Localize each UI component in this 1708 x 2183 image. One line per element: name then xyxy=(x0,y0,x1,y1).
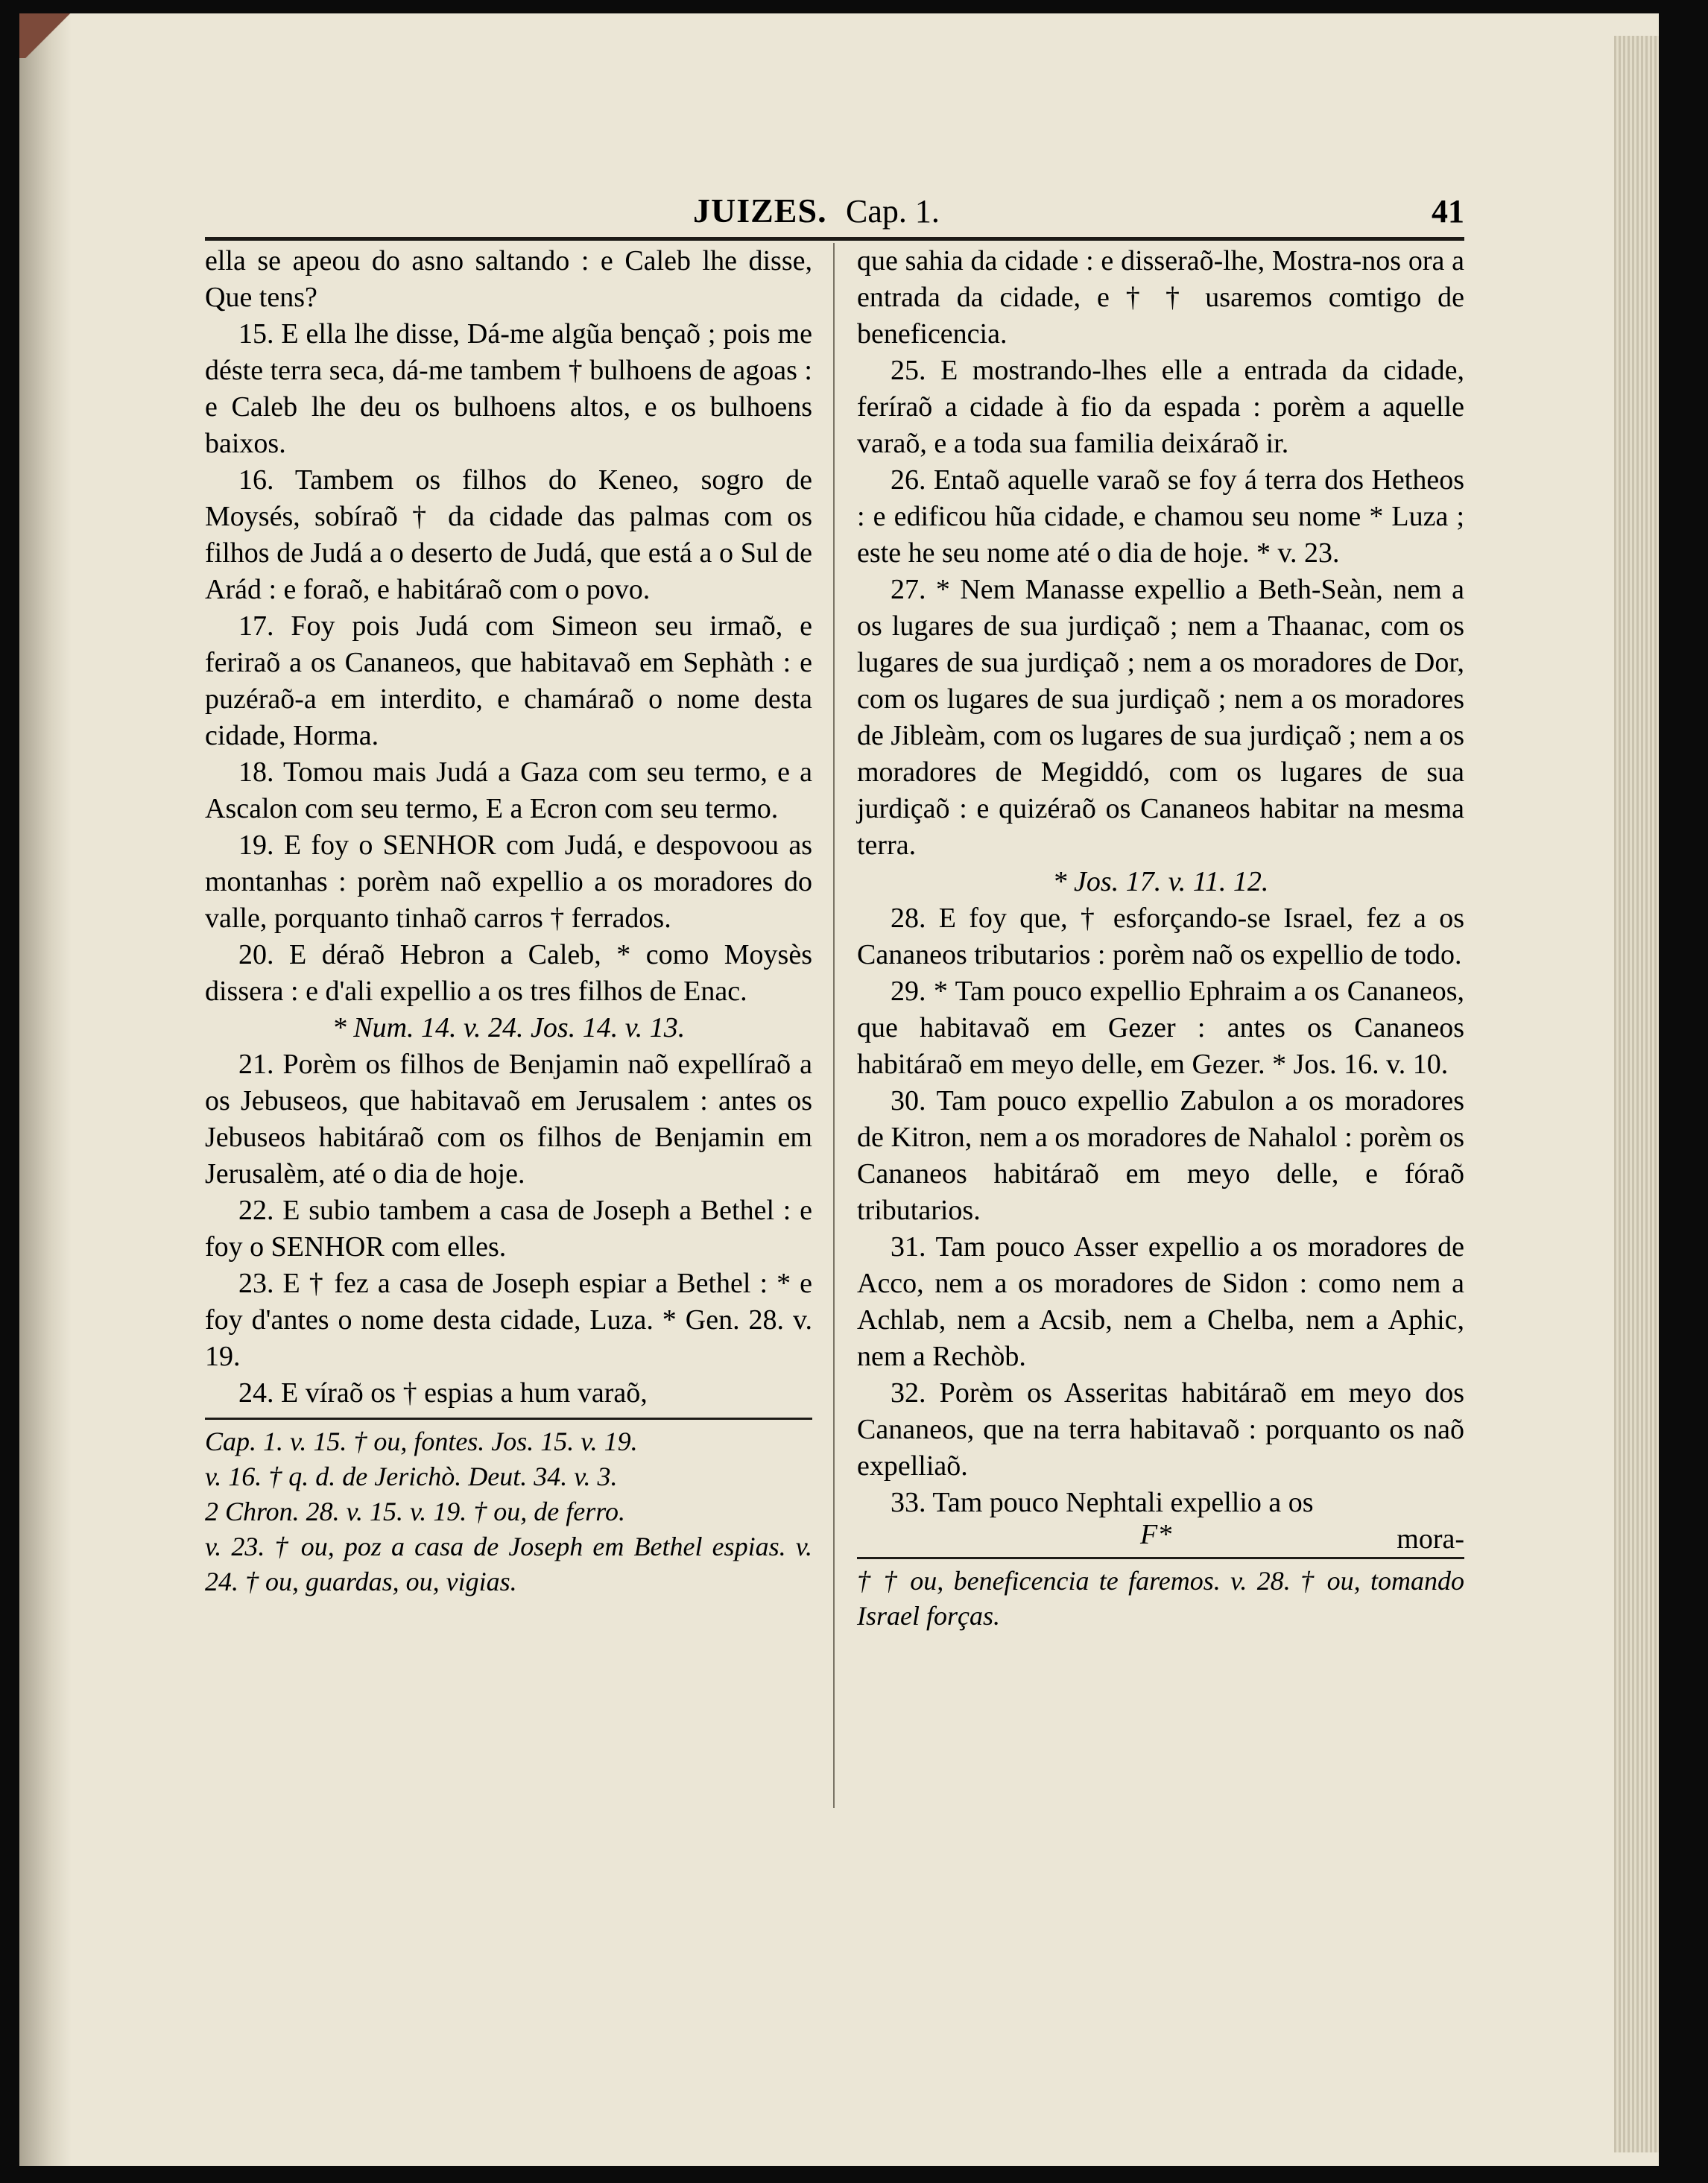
footnote: v. 16. † q. d. de Jerichò. Deut. 34. v. 3. xyxy=(205,1462,618,1491)
footnote: 2 Chron. 28. v. 15. v. 19. † ou, de ferro. xyxy=(205,1497,625,1526)
verse: 28. E foy que, † esforçando-se Israel, fez a os Cananeos tributarios : porèm naõ os expellio de todo. xyxy=(857,903,1464,970)
footnote-rule xyxy=(205,1418,812,1420)
binding-corner xyxy=(19,13,86,58)
verse: 26. Entaõ aquelle varaõ se foy á terra dos Hetheos : e edificou hũa cidade, e chamou seu nome * Luza ; este he seu nome até o dia de hoje. * v. 23. xyxy=(857,464,1464,569)
column-divider xyxy=(833,243,835,1808)
verse: 22. E subio tambem a casa de Joseph a Bethel : e foy o SENHOR com elles. xyxy=(205,1195,812,1263)
cross-reference: * Num. 14. v. 24. Jos. 14. v. 13. xyxy=(332,1012,686,1043)
chapter-label: Cap. 1. xyxy=(846,193,940,230)
verse: 20. E déraõ Hebron a Caleb, * como Moysès dissera : e d'ali expellio a os tres filhos de Enac. xyxy=(205,939,812,1007)
verse: 24. E víraõ os † espias a hum varaõ, xyxy=(238,1377,648,1409)
footnote: † † ou, beneficencia te faremos. v. 28. † ou, tomando Israel forças. xyxy=(857,1566,1464,1631)
header-rule xyxy=(205,237,1464,241)
verse: 32. Porèm os Asseritas habitáraõ em meyo dos Cananeos, que na terra habitavaõ : porquanto os naõ expelliaõ. xyxy=(857,1377,1464,1482)
footnote-rule xyxy=(857,1557,1464,1559)
verse: 33. Tam pouco Nephtali expellio a os xyxy=(891,1487,1314,1518)
page-number: 41 xyxy=(1432,193,1464,230)
signature-mark: F* xyxy=(1140,1519,1172,1550)
verse: que sahia da cidade : e disseraõ-lhe, Mostra-nos ora a entrada da cidade, e † † usaremos comtigo de beneficencia. xyxy=(857,245,1464,350)
verse: 25. E mostrando-lhes elle a entrada da cidade, feríraõ a cidade à fio da espada : porèm a aquelle varaõ, e a toda sua familia deixáraõ ir. xyxy=(857,355,1464,459)
catchword: mora- xyxy=(1397,1523,1464,1555)
footnote: Cap. 1. v. 15. † ou, fontes. Jos. 15. v. 19. xyxy=(205,1427,638,1456)
cross-reference: * Jos. 17. v. 11. 12. xyxy=(1052,866,1269,897)
verse: 23. E † fez a casa de Joseph espiar a Bethel : * e foy d'antes o nome desta cidade, Luza. * Gen. 28. v. 19. xyxy=(205,1268,812,1372)
verse: 18. Tomou mais Judá a Gaza com seu termo, e a Ascalon com seu termo, E a Ecron com seu termo. xyxy=(205,756,812,824)
verse: 19. E foy o SENHOR com Judá, e despovoou as montanhas : porèm naõ expellio a os moradores do valle, porquanto tinhaõ carros † ferrados. xyxy=(205,830,812,934)
footnote: v. 23. † ou, poz a casa de Joseph em Bethel espias. v. 24. † ou, guardas, ou, vigias. xyxy=(205,1532,812,1596)
left-column xyxy=(205,243,812,1599)
verse: 17. Foy pois Judá com Simeon seu irmaõ, e feriraõ a os Cananeos, que habitavaõ em Sephàth : e puzéraõ-a em interdito, e chamáraõ o nome desta cidade, Horma. xyxy=(205,610,812,751)
verse: 15. E ella lhe disse, Dá-me algũa bençaõ ; pois me déste terra seca, dá-me tambem † bulhoens de agoas : e Caleb lhe deu os bulhoens altos, e os bulhoens baixos. xyxy=(205,318,812,459)
verse: 31. Tam pouco Asser expellio a os moradores de Acco, nem a os moradores de Sidon : como nem a Achlab, nem a Acsib, nem a Chelba, nem a Aphic, nem a Rechòb. xyxy=(857,1231,1464,1372)
fore-edge xyxy=(1614,36,1659,2152)
page-gutter xyxy=(19,13,72,2166)
verse: 29. * Tam pouco expellio Ephraim a os Cananeos, que habitavaõ em Gezer : antes os Cananeos habitáraõ em meyo delle, em Gezer. * Jos. 16. v. 10. xyxy=(857,976,1464,1080)
verse: 16. Tambem os filhos do Keneo, sogro de Moysés, sobíraõ † da cidade das palmas com os filhos de Judá a o deserto de Judá, que está a o Sul de Arád : e foraõ, e habitáraõ com o povo. xyxy=(205,464,812,605)
verse: 27. * Nem Manasse expellio a Beth-Seàn, nem a os lugares de sua jurdiçaõ ; nem a Thaanac, com os lugares de sua jurdiçaõ ; nem a os moradores de Dor, com os lugares de sua jurdiçaõ ; nem a os moradores de Jibleàm, com os lugares de sua jurdiçaõ ; nem a os moradores de Megiddó, com os lugares de sua jurdiçaõ : e quizéraõ os Cananeos habitar na mesma terra. xyxy=(857,574,1464,861)
right-column xyxy=(857,243,1464,1634)
running-title: JUIZES. xyxy=(693,192,827,230)
running-header xyxy=(205,191,1464,236)
verse: ella se apeou do asno saltando : e Caleb lhe disse, Que tens? xyxy=(205,245,812,313)
verse: 21. Porèm os filhos de Benjamin naõ expellíraõ a os Jebuseos, que habitavaõ em Jerusalem : antes os Jebuseos habitáraõ com os filhos de Benjamin em Jerusalèm, até o dia de hoje. xyxy=(205,1049,812,1190)
verse: 30. Tam pouco expellio Zabulon a os moradores de Kitron, nem a os moradores de Nahalol : porèm os Cananeos habitáraõ em meyo delle, e fóraõ tributarios. xyxy=(857,1085,1464,1226)
